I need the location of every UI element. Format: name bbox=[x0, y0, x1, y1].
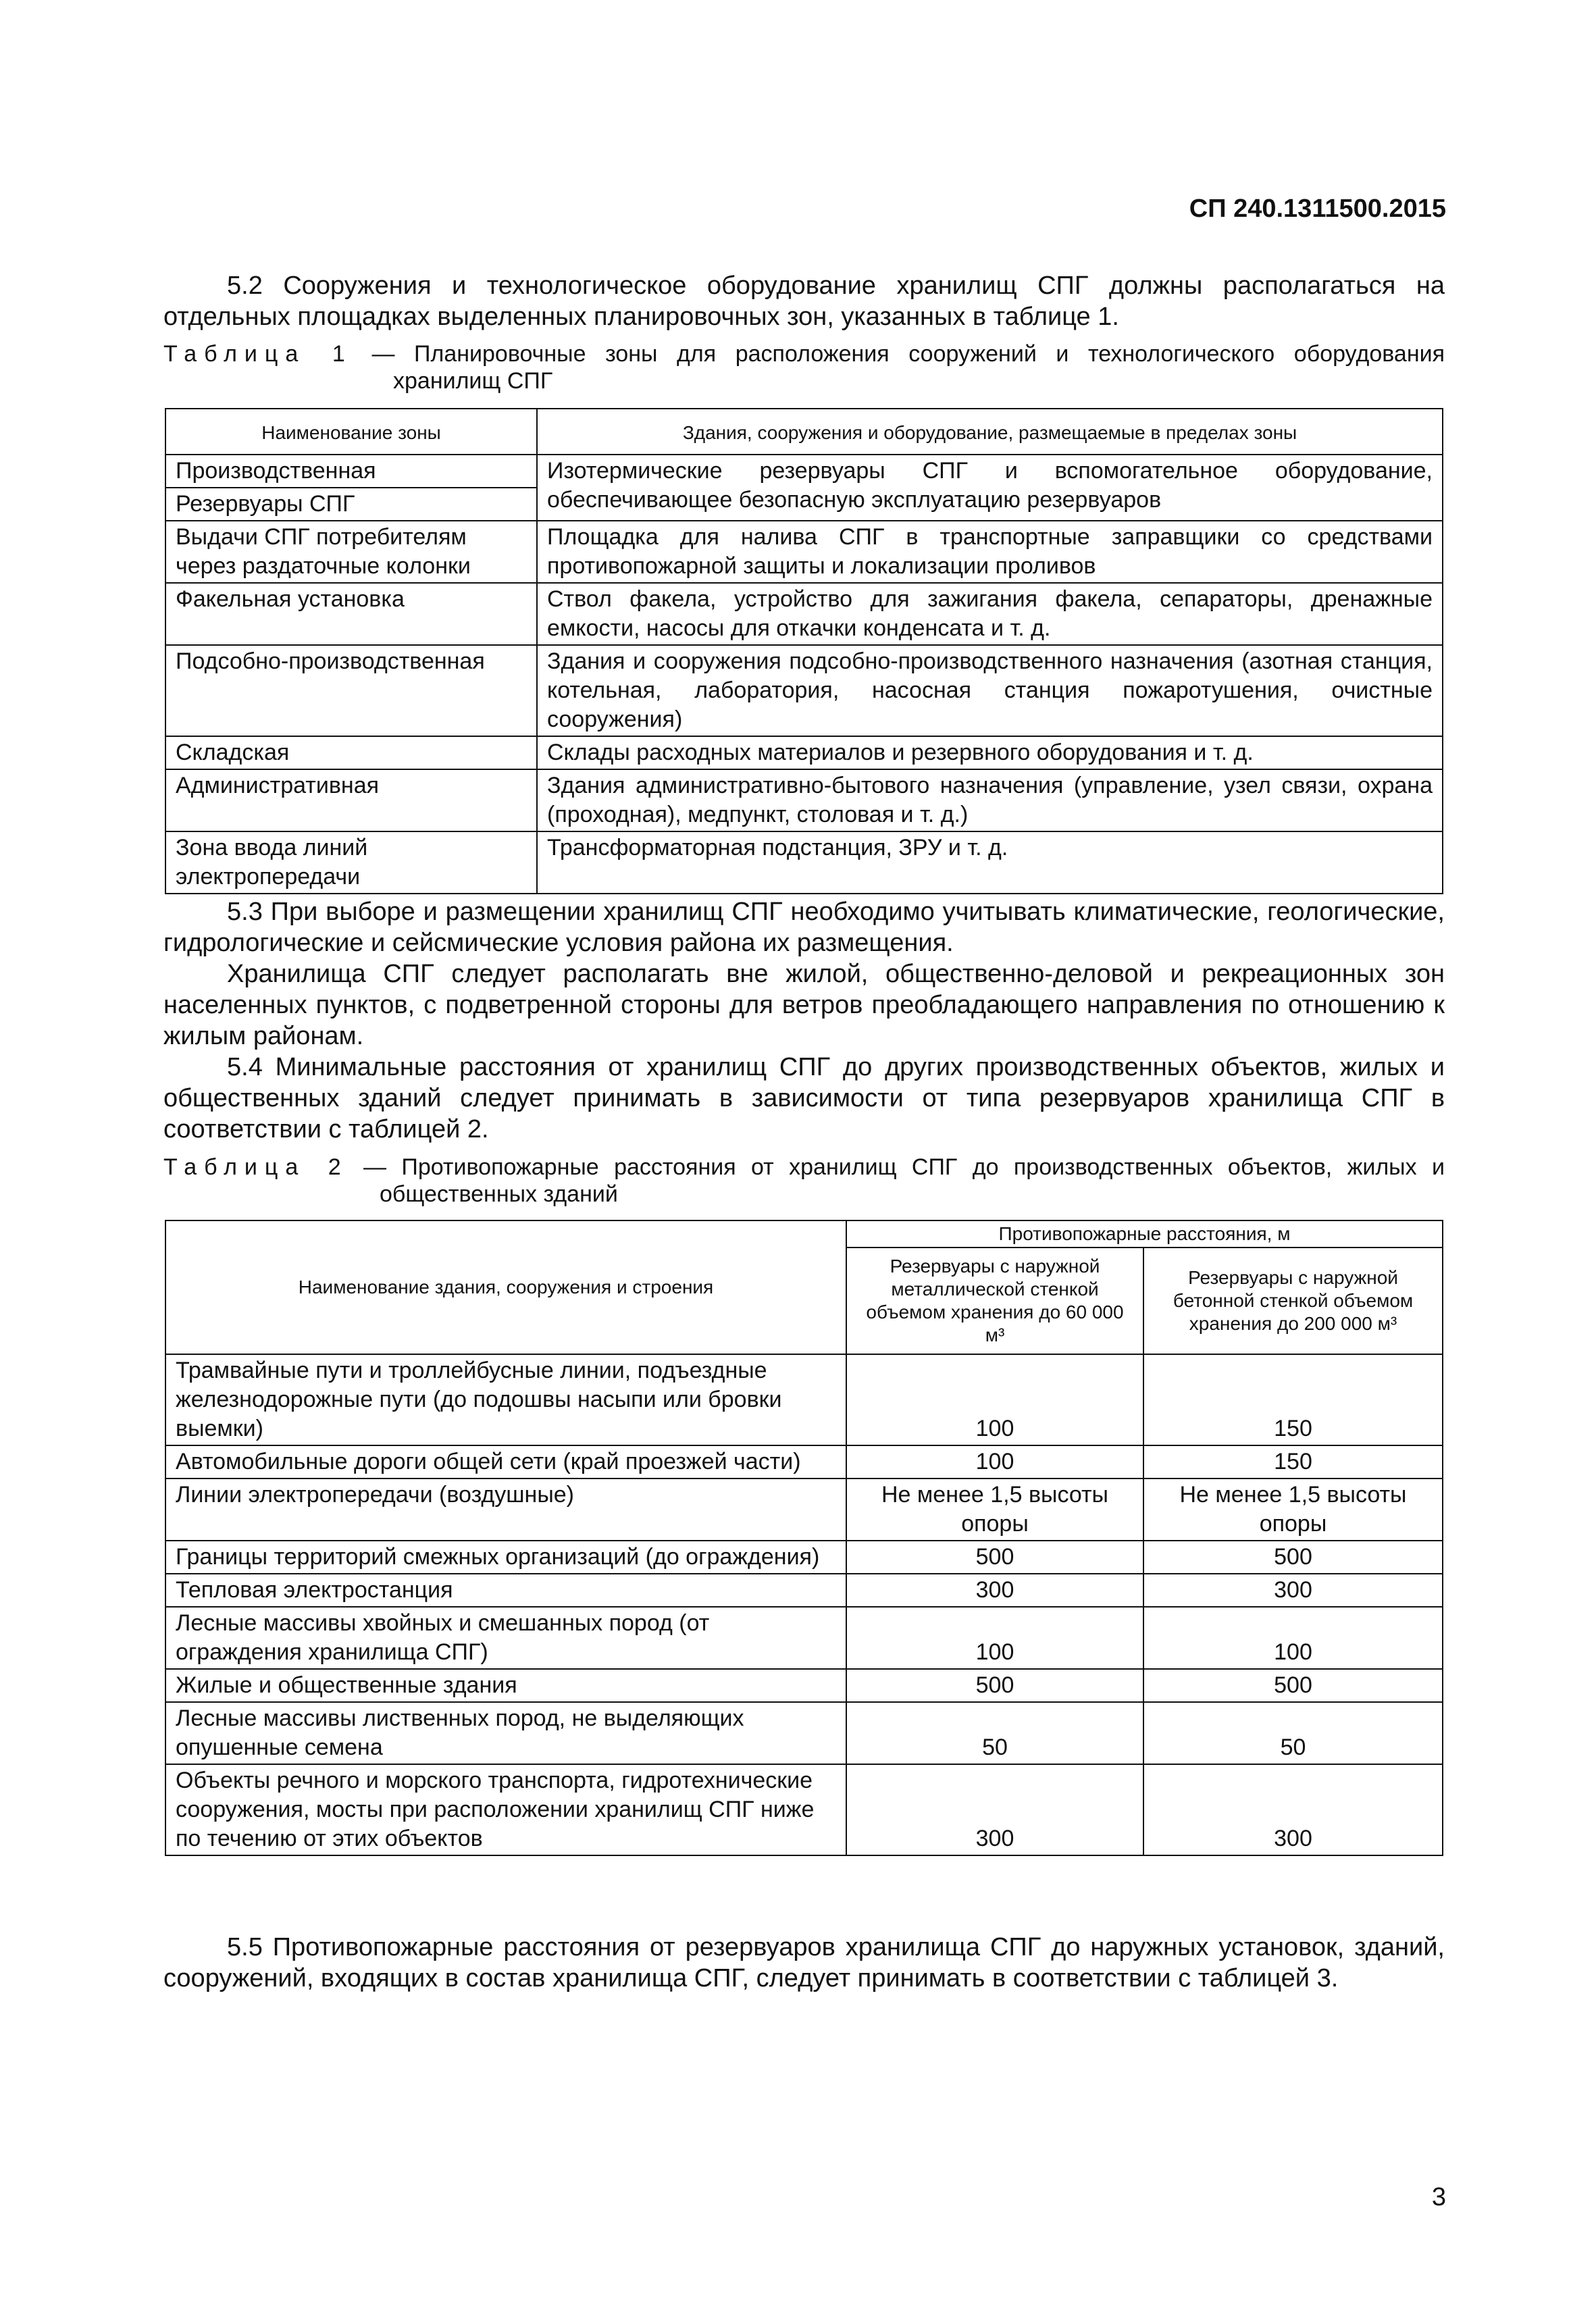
table-row bbox=[165, 1702, 1443, 1764]
table1-zone: Административная bbox=[165, 769, 537, 831]
table2-value-concrete: 500 bbox=[1143, 1541, 1443, 1574]
table2-value-metal: 100 bbox=[846, 1445, 1143, 1479]
table1-items: Здания административно-бытового назначения (управление, узел связи, охрана (проходная), медпункт, столовая и т. д.) bbox=[537, 769, 1443, 831]
table2-value-metal: 100 bbox=[846, 1354, 1143, 1445]
table1-zone: Складская bbox=[165, 736, 537, 769]
table-row bbox=[165, 1354, 1443, 1445]
table2-value-metal: 300 bbox=[846, 1764, 1143, 1855]
document-code: СП 240.1311500.2015 bbox=[1189, 195, 1446, 223]
table2-header-group: Противопожарные расстояния, м bbox=[846, 1220, 1443, 1248]
table-row bbox=[165, 521, 1443, 583]
table1-zone: Факельная установка bbox=[165, 583, 537, 645]
table1-items: Трансформаторная подстанция, ЗРУ и т. д. bbox=[537, 831, 1443, 894]
paragraph-5-4: 5.4 Минимальные расстояния от хранилищ СПГ до других производственных объектов, жилых и общественных зданий следует принимать в зависимости от типа резервуаров хранилища СПГ в соответствии с таблицей 2. bbox=[163, 1053, 1445, 1143]
table1-header-row bbox=[165, 409, 1443, 455]
table-row bbox=[165, 831, 1443, 894]
table-row bbox=[165, 736, 1443, 769]
paragraph-5-2: 5.2 Сооружения и технологическое оборудование хранилищ СПГ должны располагаться на отдельных площадках выделенных планировочных зон, указанных в таблице 1. bbox=[163, 272, 1445, 331]
table2-header-col2: Резервуары с наружной бетонной стенкой объемом хранения до 200 000 м³ bbox=[1143, 1248, 1443, 1354]
table2 bbox=[165, 1220, 1443, 1856]
table1-zone: Подсобно-производственная bbox=[165, 645, 537, 736]
table-row bbox=[165, 1541, 1443, 1574]
table2-name: Линии электропередачи (воздушные) bbox=[165, 1479, 846, 1541]
table2-value-concrete: 500 bbox=[1143, 1669, 1443, 1702]
table2-name: Жилые и общественные здания bbox=[165, 1669, 846, 1702]
table2-value-concrete: 50 bbox=[1143, 1702, 1443, 1764]
table-row bbox=[165, 455, 1443, 488]
paragraph-5-3: 5.3 При выборе и размещении хранилищ СПГ необходимо учитывать климатические, геологические, гидрологические и сейсмические условия района их размещения. bbox=[163, 898, 1445, 957]
table2-value-metal: 500 bbox=[846, 1541, 1143, 1574]
table2-value-metal: 300 bbox=[846, 1574, 1143, 1607]
table2-name: Лесные массивы лиственных пород, не выделяющих опушенные семена bbox=[165, 1702, 846, 1764]
table1-zone: Резервуары СПГ bbox=[165, 488, 537, 521]
table2-name: Тепловая электростанция bbox=[165, 1574, 846, 1607]
table1-zone: Производственная bbox=[165, 455, 537, 488]
table-row bbox=[165, 1764, 1443, 1855]
table2-header-row bbox=[165, 1220, 1443, 1248]
table1-items: Изотермические резервуары СПГ и вспомогательное оборудование, обеспечивающее безопасную эксплуатацию резервуаров bbox=[537, 455, 1443, 521]
table1-caption-text-line2: хранилищ СПГ bbox=[393, 368, 553, 394]
table2-value-concrete: 150 bbox=[1143, 1445, 1443, 1479]
table-row bbox=[165, 769, 1443, 831]
table2-caption bbox=[163, 1154, 1445, 1208]
table1-header-items: Здания, сооружения и оборудование, размещаемые в пределах зоны bbox=[537, 409, 1443, 455]
table2-value-metal: 50 bbox=[846, 1702, 1143, 1764]
table2-header-name: Наименование здания, сооружения и строения bbox=[165, 1220, 846, 1354]
table-row bbox=[165, 645, 1443, 736]
table2-caption-text-line2: общественных зданий bbox=[380, 1181, 618, 1207]
table2-name: Трамвайные пути и троллейбусные линии, подъездные железнодорожные пути (до подошвы насыпи или бровки выемки) bbox=[165, 1354, 846, 1445]
table1-items: Склады расходных материалов и резервного оборудования и т. д. bbox=[537, 736, 1443, 769]
table1-header-zone: Наименование зоны bbox=[165, 409, 537, 455]
table2-value-metal: Не менее 1,5 высоты опоры bbox=[846, 1479, 1143, 1541]
paragraph-5-3-continued: Хранилища СПГ следует располагать вне жилой, общественно-деловой и рекреационных зон населенных пунктов, с подветренной стороны для ветров преобладающего направления по отношению к жилым районам. bbox=[163, 960, 1445, 1050]
table2-value-concrete: 150 bbox=[1143, 1354, 1443, 1445]
table1 bbox=[165, 408, 1443, 894]
table2-header-col1: Резервуары с наружной металлической стенкой объемом хранения до 60 000 м³ bbox=[846, 1248, 1143, 1354]
table1-caption bbox=[163, 340, 1445, 394]
table2-value-concrete: Не менее 1,5 высоты опоры bbox=[1143, 1479, 1443, 1541]
page-number: 3 bbox=[1431, 2183, 1446, 2211]
table-row bbox=[165, 1479, 1443, 1541]
table-row bbox=[165, 1445, 1443, 1479]
table2-value-concrete: 100 bbox=[1143, 1607, 1443, 1669]
table-row bbox=[165, 1574, 1443, 1607]
table1-items: Площадка для налива СПГ в транспортные заправщики со средствами противопожарной защиты и локализации проливов bbox=[537, 521, 1443, 583]
table2-value-metal: 100 bbox=[846, 1607, 1143, 1669]
table2-name: Границы территорий смежных организаций (до ограждения) bbox=[165, 1541, 846, 1574]
table-row bbox=[165, 583, 1443, 645]
table1-items: Ствол факела, устройство для зажигания факела, сепараторы, дренажные емкости, насосы для откачки конденсата и т. д. bbox=[537, 583, 1443, 645]
table-row bbox=[165, 1669, 1443, 1702]
table2-name: Автомобильные дороги общей сети (край проезжей части) bbox=[165, 1445, 846, 1479]
table2-name: Лесные массивы хвойных и смешанных пород (от ограждения хранилища СПГ) bbox=[165, 1607, 846, 1669]
table1-zone: Зона ввода линий электропередачи bbox=[165, 831, 537, 894]
table2-caption-text: — Противопожарные расстояния от хранилищ СПГ до производственных объектов, жилых и bbox=[363, 1154, 1445, 1180]
table1-items: Здания и сооружения подсобно-производственного назначения (азотная станция, котельная, лаборатория, насосная станция пожаротушения, очистные сооружения) bbox=[537, 645, 1443, 736]
table1-caption-text: — Планировочные зоны для расположения сооружений и технологического оборудования bbox=[371, 341, 1445, 367]
table2-name: Объекты речного и морского транспорта, гидротехнические сооружения, мосты при расположении хранилищ СПГ ниже по течению от этих объектов bbox=[165, 1764, 846, 1855]
table2-value-concrete: 300 bbox=[1143, 1574, 1443, 1607]
table1-caption-label: Таблица 1 bbox=[163, 341, 353, 367]
table1-zone: Выдачи СПГ потребителям через раздаточные колонки bbox=[165, 521, 537, 583]
table2-value-metal: 500 bbox=[846, 1669, 1143, 1702]
table2-caption-label: Таблица 2 bbox=[163, 1154, 349, 1180]
paragraph-5-5: 5.5 Противопожарные расстояния от резервуаров хранилища СПГ до наружных установок, зданий, сооружений, входящих в состав хранилища СПГ, следует принимать в соответствии с таблицей 3. bbox=[163, 1933, 1445, 1992]
table2-value-concrete: 300 bbox=[1143, 1764, 1443, 1855]
table-row bbox=[165, 1607, 1443, 1669]
